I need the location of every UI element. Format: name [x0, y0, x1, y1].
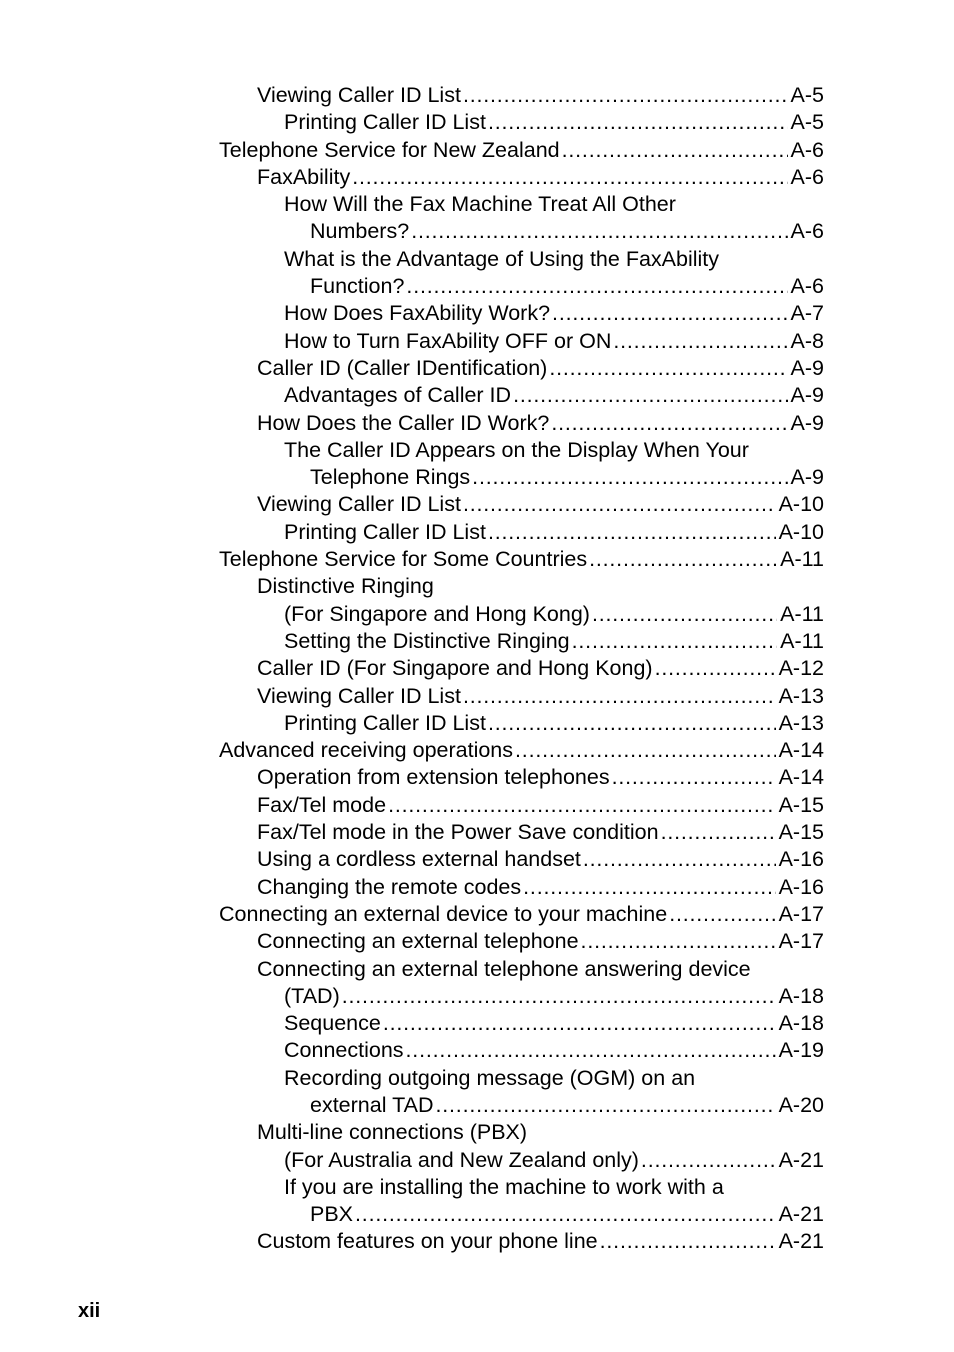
toc-entry[interactable]	[219, 928, 824, 955]
toc-entry-page: A-6	[790, 137, 824, 162]
toc-entry-title: Connecting an external telephone	[257, 929, 579, 954]
toc-entry[interactable]	[219, 764, 824, 791]
toc-entry-page: A-15	[778, 792, 824, 817]
toc-entry-page: A-21	[778, 1202, 824, 1227]
dot-leader	[463, 683, 776, 710]
toc-entry-title: If you are installing the machine to work with a	[284, 1174, 724, 1199]
toc-entry[interactable]	[219, 82, 824, 109]
toc-entry-page: A-15	[778, 820, 824, 845]
toc-entry-page: A-8	[790, 328, 824, 353]
toc-entry[interactable]	[219, 1010, 824, 1037]
toc-entry[interactable]	[219, 628, 824, 655]
toc-entry-title: Printing Caller ID List	[284, 710, 486, 735]
toc-entry-title: Recording outgoing message (OGM) on an	[284, 1065, 696, 1090]
toc-entry-page: A-13	[778, 683, 824, 708]
toc-entry[interactable]	[219, 410, 824, 437]
toc-entry[interactable]	[219, 737, 824, 764]
dot-leader	[355, 1201, 776, 1228]
toc-entry-title: How Will the Fax Machine Treat All Other	[284, 192, 676, 217]
toc-entry-title: How Does the Caller ID Work?	[257, 410, 550, 435]
dot-leader	[589, 546, 777, 573]
toc-entry-title: Telephone Service for Some Countries	[219, 547, 588, 572]
dot-leader	[581, 928, 776, 955]
dot-leader	[549, 355, 787, 382]
toc-entry-title: Telephone Rings	[310, 465, 471, 490]
toc-entry-page: A-12	[778, 656, 824, 681]
toc-entry-page: A-10	[778, 492, 824, 517]
dot-leader	[406, 273, 787, 300]
toc-entry[interactable]	[219, 655, 824, 682]
toc-entry-page: A-14	[778, 738, 824, 763]
toc-entry[interactable]	[219, 901, 824, 928]
dot-leader	[342, 983, 776, 1010]
toc-entry[interactable]	[219, 1065, 824, 1092]
toc-entry-title: Viewing Caller ID List	[257, 683, 461, 708]
toc-entry-title: How Does FaxAbility Work?	[284, 301, 551, 326]
toc-entry-title: (TAD)	[284, 983, 340, 1008]
dot-leader	[523, 874, 775, 901]
toc-entry-title: Using a cordless external handset	[257, 847, 581, 872]
toc-entry-title: Caller ID (Caller IDentification)	[257, 355, 548, 380]
toc-entry[interactable]	[219, 1201, 824, 1228]
dot-leader	[488, 710, 776, 737]
dot-leader	[655, 655, 776, 682]
dot-leader	[583, 846, 776, 873]
toc-entry-title: Viewing Caller ID List	[257, 492, 461, 517]
toc-entry[interactable]	[219, 109, 824, 136]
toc-entry-title: Telephone Service for New Zealand	[219, 137, 560, 162]
dot-leader	[552, 300, 787, 327]
toc-entry[interactable]	[219, 874, 824, 901]
toc-entry-title: Numbers?	[310, 219, 410, 244]
toc-entry[interactable]	[219, 601, 824, 628]
toc-entry[interactable]	[219, 710, 824, 737]
toc-entry-page: A-18	[778, 1011, 824, 1036]
toc-entry[interactable]	[219, 792, 824, 819]
toc-entry-page: A-20	[778, 1092, 824, 1117]
toc-entry-title: Multi-line connections (PBX)	[257, 1120, 528, 1145]
toc-entry[interactable]	[219, 273, 824, 300]
toc-entry[interactable]	[219, 382, 824, 409]
dot-leader	[613, 328, 787, 355]
toc-entry-title: Connecting an external telephone answering device	[257, 956, 751, 981]
dot-leader	[488, 519, 776, 546]
toc-entry-title: Setting the Distinctive Ringing	[284, 628, 570, 653]
toc-entry-page: A-11	[780, 628, 824, 653]
toc-entry-title: Advanced receiving operations	[219, 738, 514, 763]
dot-leader	[513, 382, 787, 409]
toc-entry-page: A-9	[790, 355, 824, 380]
dot-leader	[592, 601, 777, 628]
toc-entry-title: Operation from extension telephones	[257, 765, 610, 790]
toc-entry-page: A-10	[778, 519, 824, 544]
toc-entry-title: external TAD	[310, 1092, 434, 1117]
dot-leader	[669, 901, 775, 928]
toc-entry[interactable]	[219, 437, 824, 464]
dot-leader	[435, 1092, 775, 1119]
toc-entry-page: A-6	[790, 219, 824, 244]
toc-entry-title: How to Turn FaxAbility OFF or ON	[284, 328, 612, 353]
toc-entry-title: Printing Caller ID List	[284, 519, 486, 544]
toc-entry-title: Custom features on your phone line	[257, 1229, 598, 1254]
toc-entry-page: A-5	[790, 83, 824, 107]
toc-entry-title: FaxAbility	[257, 164, 351, 189]
toc-entry-page: A-16	[778, 847, 824, 872]
toc-entry[interactable]	[219, 300, 824, 327]
dot-leader	[572, 628, 778, 655]
dot-leader	[411, 218, 787, 245]
toc-entry-page: A-9	[790, 410, 824, 435]
toc-entry-title: Viewing Caller ID List	[257, 83, 461, 107]
toc-entry[interactable]	[219, 246, 824, 273]
dot-leader	[661, 819, 776, 846]
toc-entry-page: A-14	[778, 765, 824, 790]
toc-entry-title: What is the Advantage of Using the FaxAbility	[284, 246, 720, 271]
page-number: xii	[78, 1300, 101, 1322]
toc-entry[interactable]	[219, 218, 824, 245]
toc-entry[interactable]	[219, 1228, 824, 1255]
toc-entry-title: Printing Caller ID List	[284, 110, 486, 135]
toc-entry-title: Fax/Tel mode	[257, 792, 387, 817]
toc-entry-page: A-9	[790, 383, 824, 408]
toc-entry-page: A-17	[778, 929, 824, 954]
toc-entry-title: Caller ID (For Singapore and Hong Kong)	[257, 656, 653, 681]
toc-entry[interactable]	[219, 819, 824, 846]
toc-entry[interactable]	[219, 491, 824, 518]
toc-entry[interactable]	[219, 956, 824, 983]
toc-entry[interactable]	[219, 519, 824, 546]
toc-entry-page: A-13	[778, 710, 824, 735]
toc-entry[interactable]	[219, 191, 824, 218]
toc-entry[interactable]	[219, 846, 824, 873]
dot-leader	[515, 737, 776, 764]
toc-entry[interactable]	[219, 355, 824, 382]
toc-entry[interactable]	[219, 1092, 824, 1119]
toc-entry[interactable]	[219, 1119, 824, 1146]
dot-leader	[472, 464, 787, 491]
toc-entry[interactable]	[219, 1147, 824, 1174]
dot-leader	[551, 410, 787, 437]
dot-leader	[488, 109, 788, 136]
toc-entry-page: A-21	[778, 1147, 824, 1172]
dot-leader	[612, 764, 776, 791]
toc-entry-page: A-18	[778, 983, 824, 1008]
toc-entry-title: Advantages of Caller ID	[284, 383, 512, 408]
toc-entry-title: Function?	[310, 274, 405, 299]
toc-entry-page: A-19	[778, 1038, 824, 1063]
toc-entry[interactable]	[219, 328, 824, 355]
toc-entry-page: A-11	[780, 547, 824, 572]
toc-entry[interactable]	[219, 164, 824, 191]
toc-entry-title: Connecting an external device to your machine	[219, 901, 668, 926]
dot-leader	[388, 792, 776, 819]
toc-entry[interactable]	[219, 573, 824, 600]
toc-entry[interactable]	[219, 683, 824, 710]
toc-entry-title: Distinctive Ringing	[257, 574, 434, 599]
dot-leader	[352, 164, 787, 191]
toc-entry-page: A-5	[790, 110, 824, 135]
toc-entry-page: A-9	[790, 465, 824, 490]
toc-entry[interactable]	[219, 137, 824, 164]
toc-entry-title: Sequence	[284, 1011, 381, 1036]
toc-entry-title: PBX	[310, 1202, 354, 1227]
toc-entry-title: (For Australia and New Zealand only)	[284, 1147, 639, 1172]
toc-entry[interactable]	[219, 1174, 824, 1201]
toc-entry[interactable]	[219, 464, 824, 491]
toc-entry-page: A-16	[778, 874, 824, 899]
toc-entry-title: Fax/Tel mode in the Power Save condition	[257, 820, 659, 845]
toc-entry-title: (For Singapore and Hong Kong)	[284, 601, 590, 626]
dot-leader	[562, 137, 788, 164]
dot-leader	[463, 491, 776, 518]
toc-entry-page: A-11	[780, 601, 824, 626]
table-of-contents	[219, 82, 824, 1256]
toc-entry[interactable]	[219, 546, 824, 573]
toc-entry-page: A-6	[790, 274, 824, 299]
dot-leader	[406, 1037, 776, 1064]
dot-leader	[383, 1010, 776, 1037]
toc-entry[interactable]	[219, 1037, 824, 1064]
toc-entry-page: A-6	[790, 164, 824, 189]
dot-leader	[463, 82, 788, 109]
toc-entry-title: Changing the remote codes	[257, 874, 522, 899]
toc-entry[interactable]	[219, 983, 824, 1010]
toc-entry-page: A-21	[778, 1229, 824, 1254]
toc-entry-page: A-7	[790, 301, 824, 326]
toc-entry-page: A-17	[778, 901, 824, 926]
toc-entry-title: The Caller ID Appears on the Display When Your	[284, 437, 749, 462]
dot-leader	[641, 1147, 776, 1174]
toc-entry-title: Connections	[284, 1038, 404, 1063]
dot-leader	[600, 1228, 776, 1255]
